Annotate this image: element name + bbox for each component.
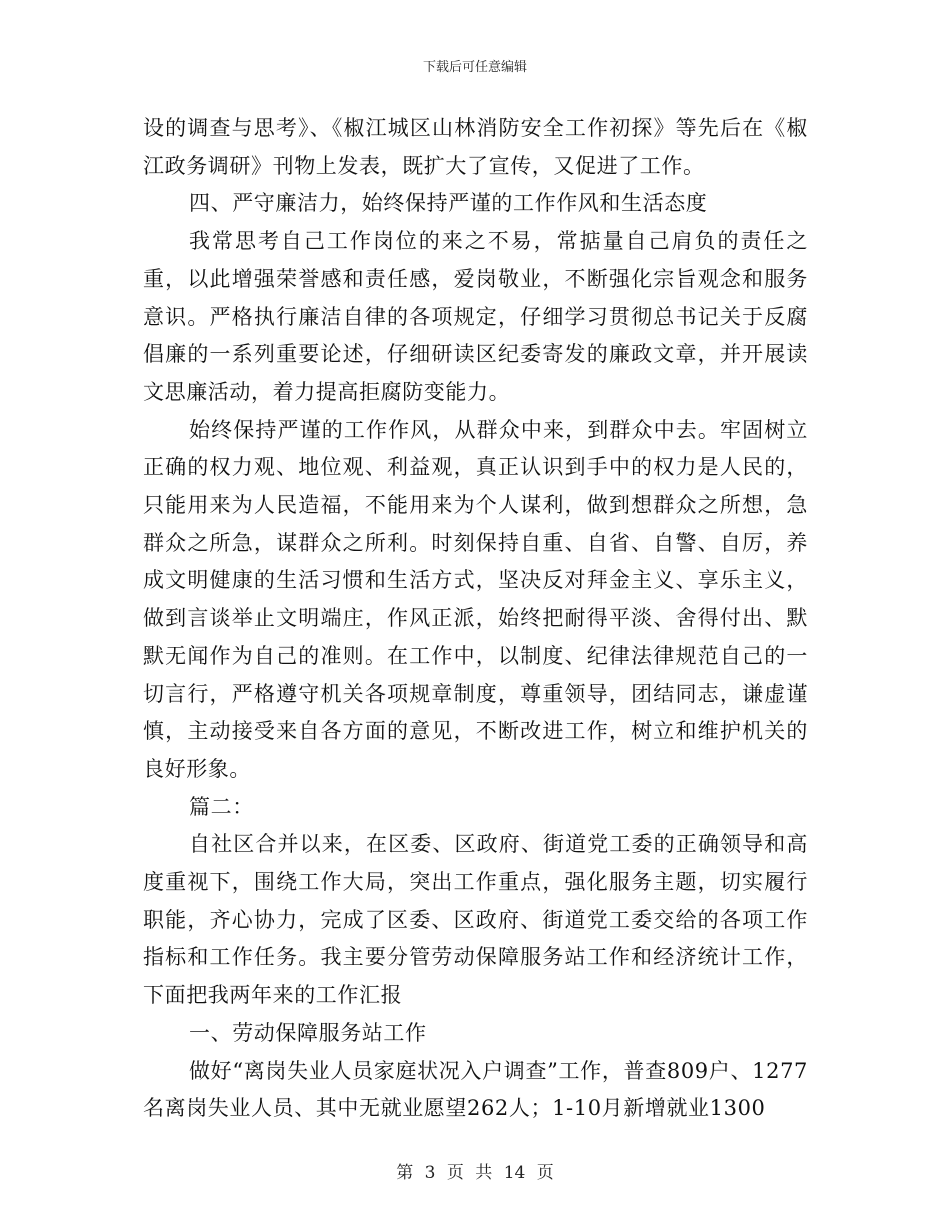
paragraph-3: 我常思考自己工作岗位的来之不易，常掂量自己肩负的责任之重，以此增强荣誉感和责任感，爱岗敬业，不断强化宗旨观念和服务意识。严格执行廉洁自律的各项规定，仔细学习贯彻总书记关于反腐倡廉的一系列重要论述，仔细研读区纪委寄发的廉政文章，并开展读文思廉活动，着力提高拒腐防变能力。 — [143, 229, 808, 404]
paragraph-1: 设的调查与思考》、《椒江城区山林消防安全工作初探》等先后在《椒江政务调研》刊物上发表，既扩大了宣传，又促进了工作。 — [143, 116, 808, 178]
paragraph-8: 做好“离岗失业人员家庭状况入户调查”工作，普查809户、1277名离岗失业人员、其中无就业愿望262人；1-10月新增就业1300 — [143, 1058, 808, 1121]
document-body — [143, 110, 808, 1128]
page-footer: 第 3 页 共 14 页 — [396, 1163, 554, 1183]
paragraph-4: 始终保持严谨的工作作风，从群众中来，到群众中去。牢固树立正确的权力观、地位观、利益观，真正认识到手中的权力是人民的，只能用来为人民造福，不能用来为个人谋利，做到想群众之所想，急群众之所急，谋群众之所利。时刻保持自重、自省、自警、自厉，养成文明健康的生活习惯和生活方式，坚决反对拜金主义、享乐主义，做到言谈举止文明端庄，作风正派，始终把耐得平淡、舍得付出、默默无闻作为自己的准则。在工作中，以制度、纪律法律规范自己的一切言行，严格遵守机关各项规章制度，尊重领导，团结同志，谦虚谨慎，主动接受来自各方面的意见，不断改进工作，树立和维护机关的良好形象。 — [143, 417, 808, 781]
part-two-heading: 篇二： — [189, 794, 254, 819]
section-heading-1: 一、劳动保障服务站工作 — [189, 1020, 427, 1045]
page-header: 下载后可任意编辑 — [422, 60, 527, 75]
section-heading-4: 四、严守廉洁力，始终保持严谨的工作作风和生活态度 — [189, 191, 708, 216]
paragraph-6: 自社区合并以来，在区委、区政府、街道党工委的正确领导和高度重视下，围绕工作大局，突出工作重点，强化服务主题，切实履行职能，齐心协力，完成了区委、区政府、街道党工委交给的各项工作指标和工作任务。我主要分管劳动保障服务站工作和经济统计工作，下面把我两年来的工作汇报 — [143, 832, 808, 1008]
